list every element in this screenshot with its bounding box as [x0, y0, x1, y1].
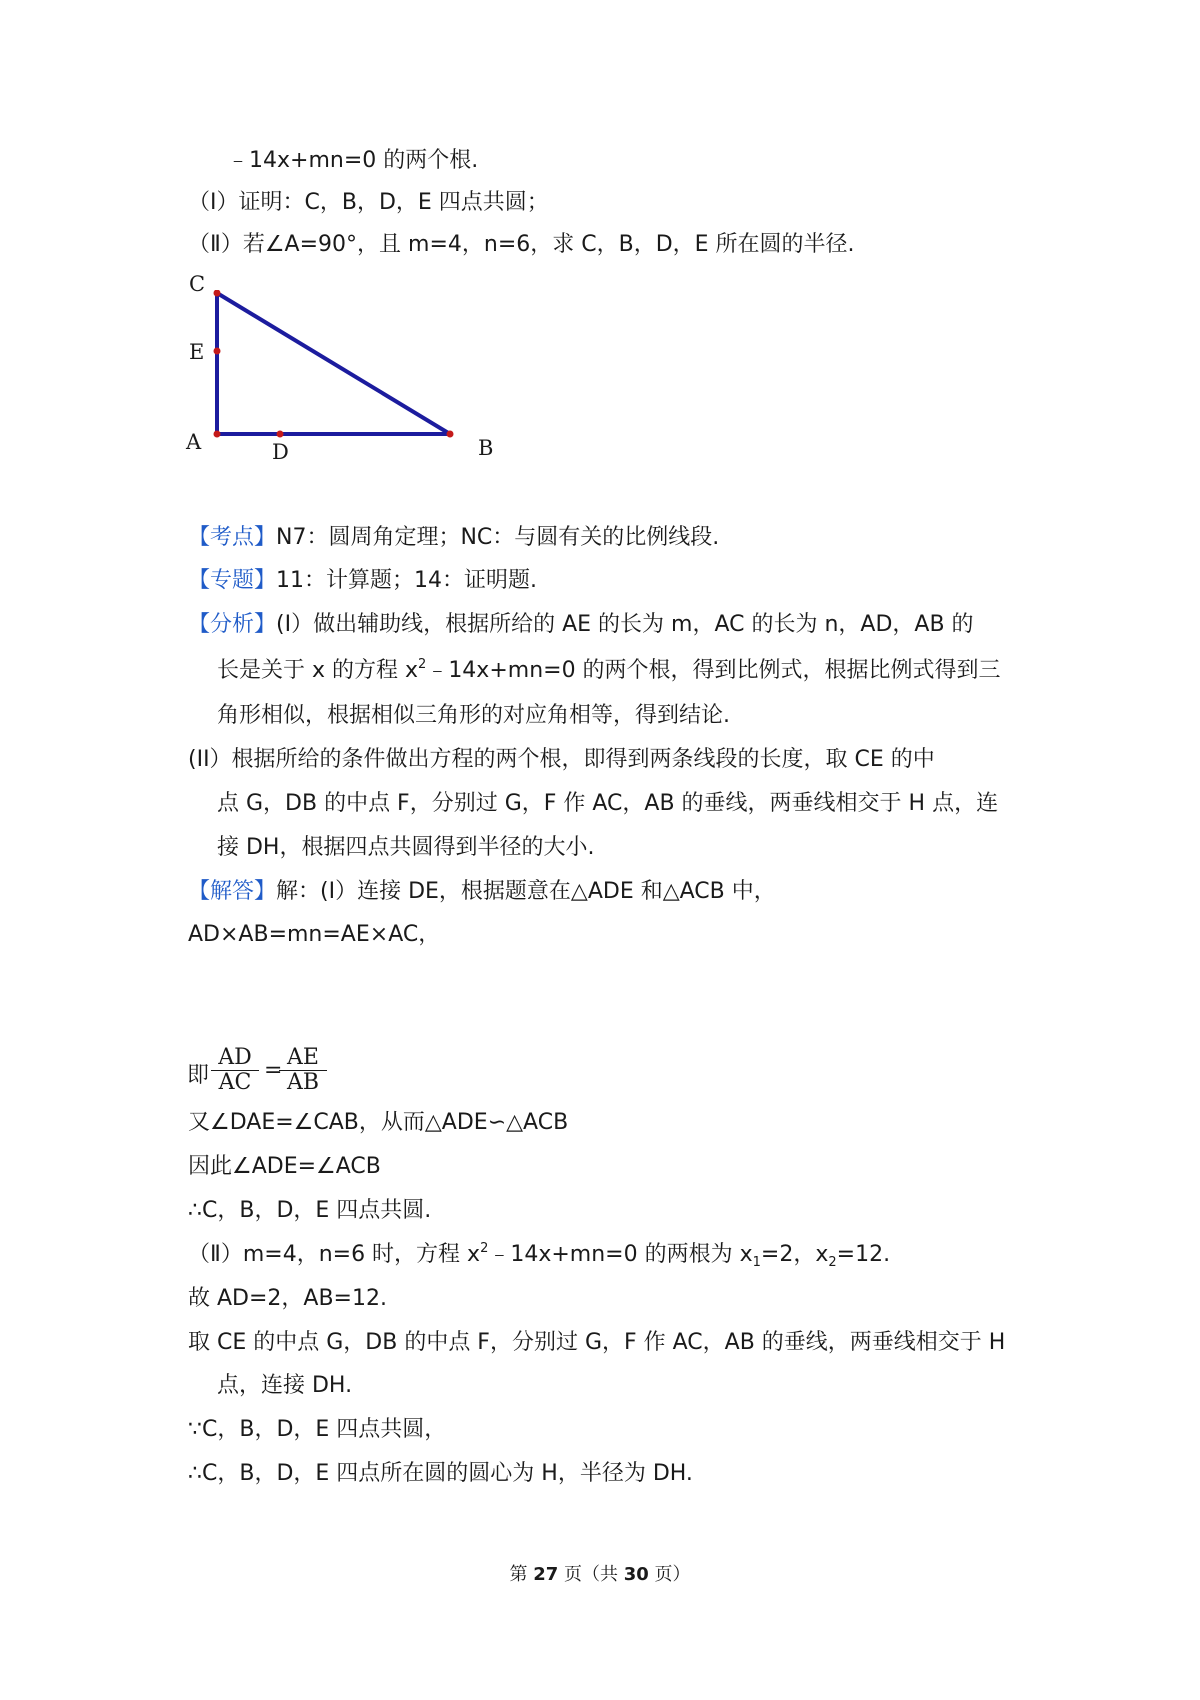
kaodian-tag: 【考点】	[188, 525, 277, 550]
label-b: B	[478, 436, 494, 460]
fenxi-tag: 【分析】	[188, 612, 277, 637]
ratio-equals: =	[264, 1058, 283, 1083]
triangle-figure	[180, 290, 490, 490]
point-a	[214, 431, 221, 438]
fenxi-line-2	[0, 656, 1001, 686]
jieda-sub-1: 1	[752, 1255, 761, 1270]
problem-line-1: ﹣14x+mn=0 的两个根.	[227, 148, 479, 173]
jieda-line-7	[0, 1240, 890, 1273]
point-d	[277, 431, 284, 438]
jieda-text-7a: （Ⅱ）m=4，n=6 时，方程 x	[188, 1242, 481, 1267]
fenxi-text-1: (I）做出辅助线，根据所给的 AE 的长为 m，AC 的长为 n，AD，AB 的	[276, 612, 974, 637]
point-b	[447, 431, 454, 438]
label-e: E	[189, 340, 205, 364]
label-d: D	[272, 440, 289, 464]
fraction-1-num: AD	[218, 1045, 252, 1070]
jieda-line-5: 因此∠ADE=∠ACB	[188, 1154, 381, 1179]
jieda-line-10: 点，连接 DH.	[217, 1373, 353, 1398]
label-a: A	[186, 430, 202, 454]
jieda-tag: 【解答】	[188, 879, 277, 904]
jieda-sup: 2	[480, 1241, 489, 1256]
jieda-line-1	[0, 877, 776, 907]
fraction-1	[211, 1046, 259, 1095]
zhuanti-text: 11：计算题；14：证明题.	[276, 568, 537, 593]
ratio-lead: 即	[187, 1063, 210, 1088]
fenxi-line-3: 角形相似，根据相似三角形的对应角相等，得到结论.	[217, 703, 730, 728]
jieda-line-2: AD×AB=mn=AE×AC，	[188, 922, 441, 947]
footer-page-total: 30	[623, 1564, 649, 1585]
fenxi-line-5: 点 G，DB 的中点 F，分别过 G，F 作 AC，AB 的垂线，两垂线相交于 H 点，连	[217, 791, 999, 816]
kaodian-line	[0, 523, 719, 553]
fenxi-line-1	[0, 610, 974, 640]
jieda-text-7d: =12.	[836, 1242, 891, 1267]
label-c: C	[189, 272, 206, 296]
problem-part-2: （Ⅱ）若∠A=90°，且 m=4，n=6，求 C，B，D，E 所在圆的半径.	[188, 232, 855, 257]
footer-mid: 页（共	[558, 1564, 624, 1585]
fenxi-line-6: 接 DH，根据四点共圆得到半径的大小.	[217, 835, 595, 860]
fenxi-text-2b: ﹣14x+mn=0 的两个根，得到比例式，根据比例式得到三	[426, 658, 1001, 683]
problem-part-1: （Ⅰ）证明：C，B，D，E 四点共圆；	[188, 190, 549, 215]
zhuanti-tag: 【专题】	[188, 568, 277, 593]
kaodian-text: N7：圆周角定理；NC：与圆有关的比例线段.	[276, 525, 720, 550]
jieda-sub-2: 2	[828, 1255, 837, 1270]
fraction-2-num: AE	[287, 1045, 319, 1070]
jieda-line-11: ∵C，B，D，E 四点共圆，	[188, 1417, 447, 1442]
fenxi-line-4: (II）根据所给的条件做出方程的两个根，即得到两条线段的长度，取 CE 的中	[188, 747, 935, 772]
footer-post: 页）	[648, 1564, 691, 1585]
point-e	[214, 348, 221, 355]
edge-cb	[217, 293, 450, 434]
fraction-2	[279, 1046, 327, 1095]
jieda-text-7c: =2，x	[760, 1242, 829, 1267]
jieda-line-8: 故 AD=2，AB=12.	[188, 1286, 387, 1311]
jieda-line-6: ∴C，B，D，E 四点共圆.	[188, 1198, 432, 1223]
zhuanti-line	[0, 566, 537, 596]
jieda-text-7b: ﹣14x+mn=0 的两根为 x	[488, 1242, 753, 1267]
page-footer	[0, 1560, 1200, 1586]
fraction-2-den: AB	[286, 1070, 320, 1095]
jieda-line-12: ∴C，B，D，E 四点所在圆的圆心为 H，半径为 DH.	[188, 1461, 693, 1486]
jieda-text-1: 解：(I）连接 DE，根据题意在△ADE 和△ACB 中，	[276, 879, 776, 904]
jieda-line-9: 取 CE 的中点 G，DB 的中点 F，分别过 G，F 作 AC，AB 的垂线，两垂线相交于 H	[188, 1330, 1006, 1355]
jieda-line-4: 又∠DAE=∠CAB，从而△ADE∽△ACB	[188, 1110, 569, 1135]
triangle-edges	[217, 293, 450, 434]
fraction-1-den: AC	[218, 1070, 252, 1095]
fenxi-sup: 2	[418, 657, 427, 672]
footer-pre: 第	[509, 1564, 534, 1585]
footer-page-number: 27	[533, 1564, 559, 1585]
fenxi-text-2a: 长是关于 x 的方程 x	[217, 658, 419, 683]
